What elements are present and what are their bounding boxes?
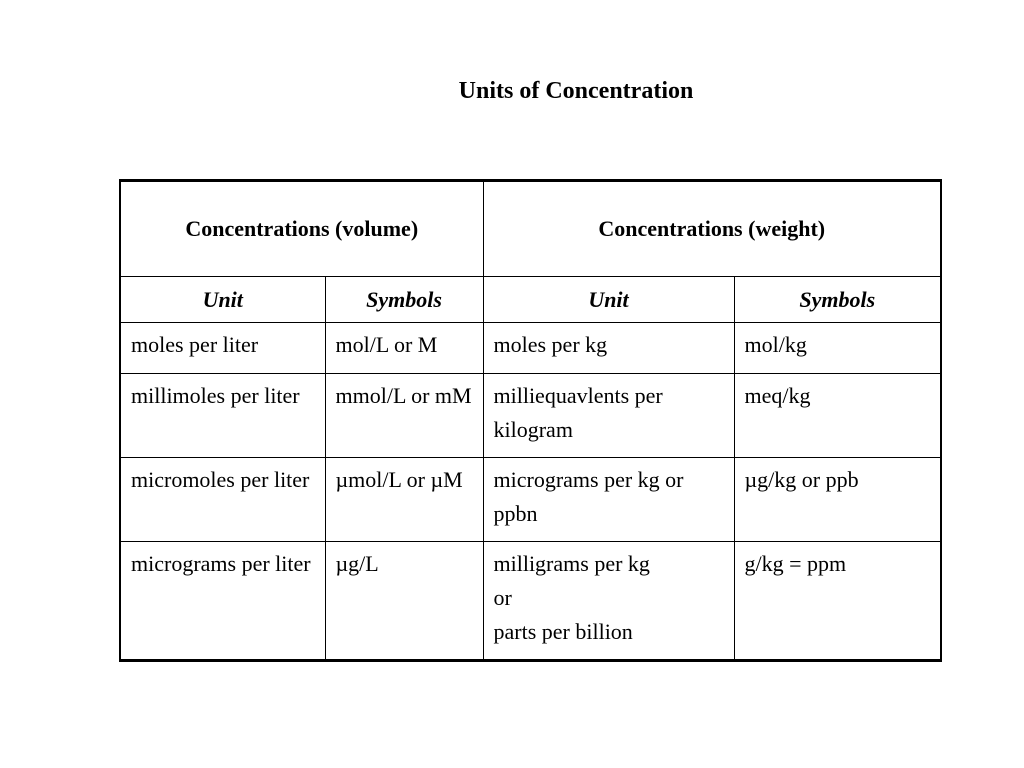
weight-unit-cell: milliequavlents per kilogram — [483, 374, 734, 458]
group-header-row — [120, 181, 941, 277]
table-row — [120, 542, 941, 661]
weight-symbol-cell: µg/kg or ppb — [734, 458, 941, 542]
table-row — [120, 458, 941, 542]
subheader-volume-unit: Unit — [120, 277, 325, 323]
weight-unit-line: milligrams per kg — [493, 551, 650, 576]
subheader-volume-symbols: Symbols — [325, 277, 483, 323]
weight-unit-cell: micrograms per kg or ppbn — [483, 458, 734, 542]
table-row — [120, 323, 941, 374]
subheader-row — [120, 277, 941, 323]
subheader-weight-symbols: Symbols — [734, 277, 941, 323]
weight-symbol-cell: meq/kg — [734, 374, 941, 458]
group-header-volume: Concentrations (volume) — [120, 181, 483, 277]
weight-symbol-cell: mol/kg — [734, 323, 941, 374]
weight-unit-line: or — [493, 585, 512, 610]
volume-symbol-cell: µg/L — [325, 542, 483, 661]
volume-symbol-cell: mol/L or M — [325, 323, 483, 374]
volume-symbol-cell: mmol/L or mM — [325, 374, 483, 458]
volume-symbol-cell: µmol/L or µM — [325, 458, 483, 542]
weight-unit-line: parts per billion — [493, 619, 633, 644]
concentration-units-table — [119, 179, 942, 662]
weight-unit-cell — [483, 542, 734, 661]
subheader-weight-unit: Unit — [483, 277, 734, 323]
volume-unit-cell: micromoles per liter — [120, 458, 325, 542]
page-title: Units of Concentration — [458, 78, 694, 104]
volume-unit-cell: micrograms per liter — [120, 542, 325, 661]
weight-unit-cell: moles per kg — [483, 323, 734, 374]
volume-unit-cell: millimoles per liter — [120, 374, 325, 458]
group-header-weight: Concentrations (weight) — [483, 181, 941, 277]
table-row — [120, 374, 941, 458]
volume-unit-cell: moles per liter — [120, 323, 325, 374]
weight-symbol-cell: g/kg = ppm — [734, 542, 941, 661]
